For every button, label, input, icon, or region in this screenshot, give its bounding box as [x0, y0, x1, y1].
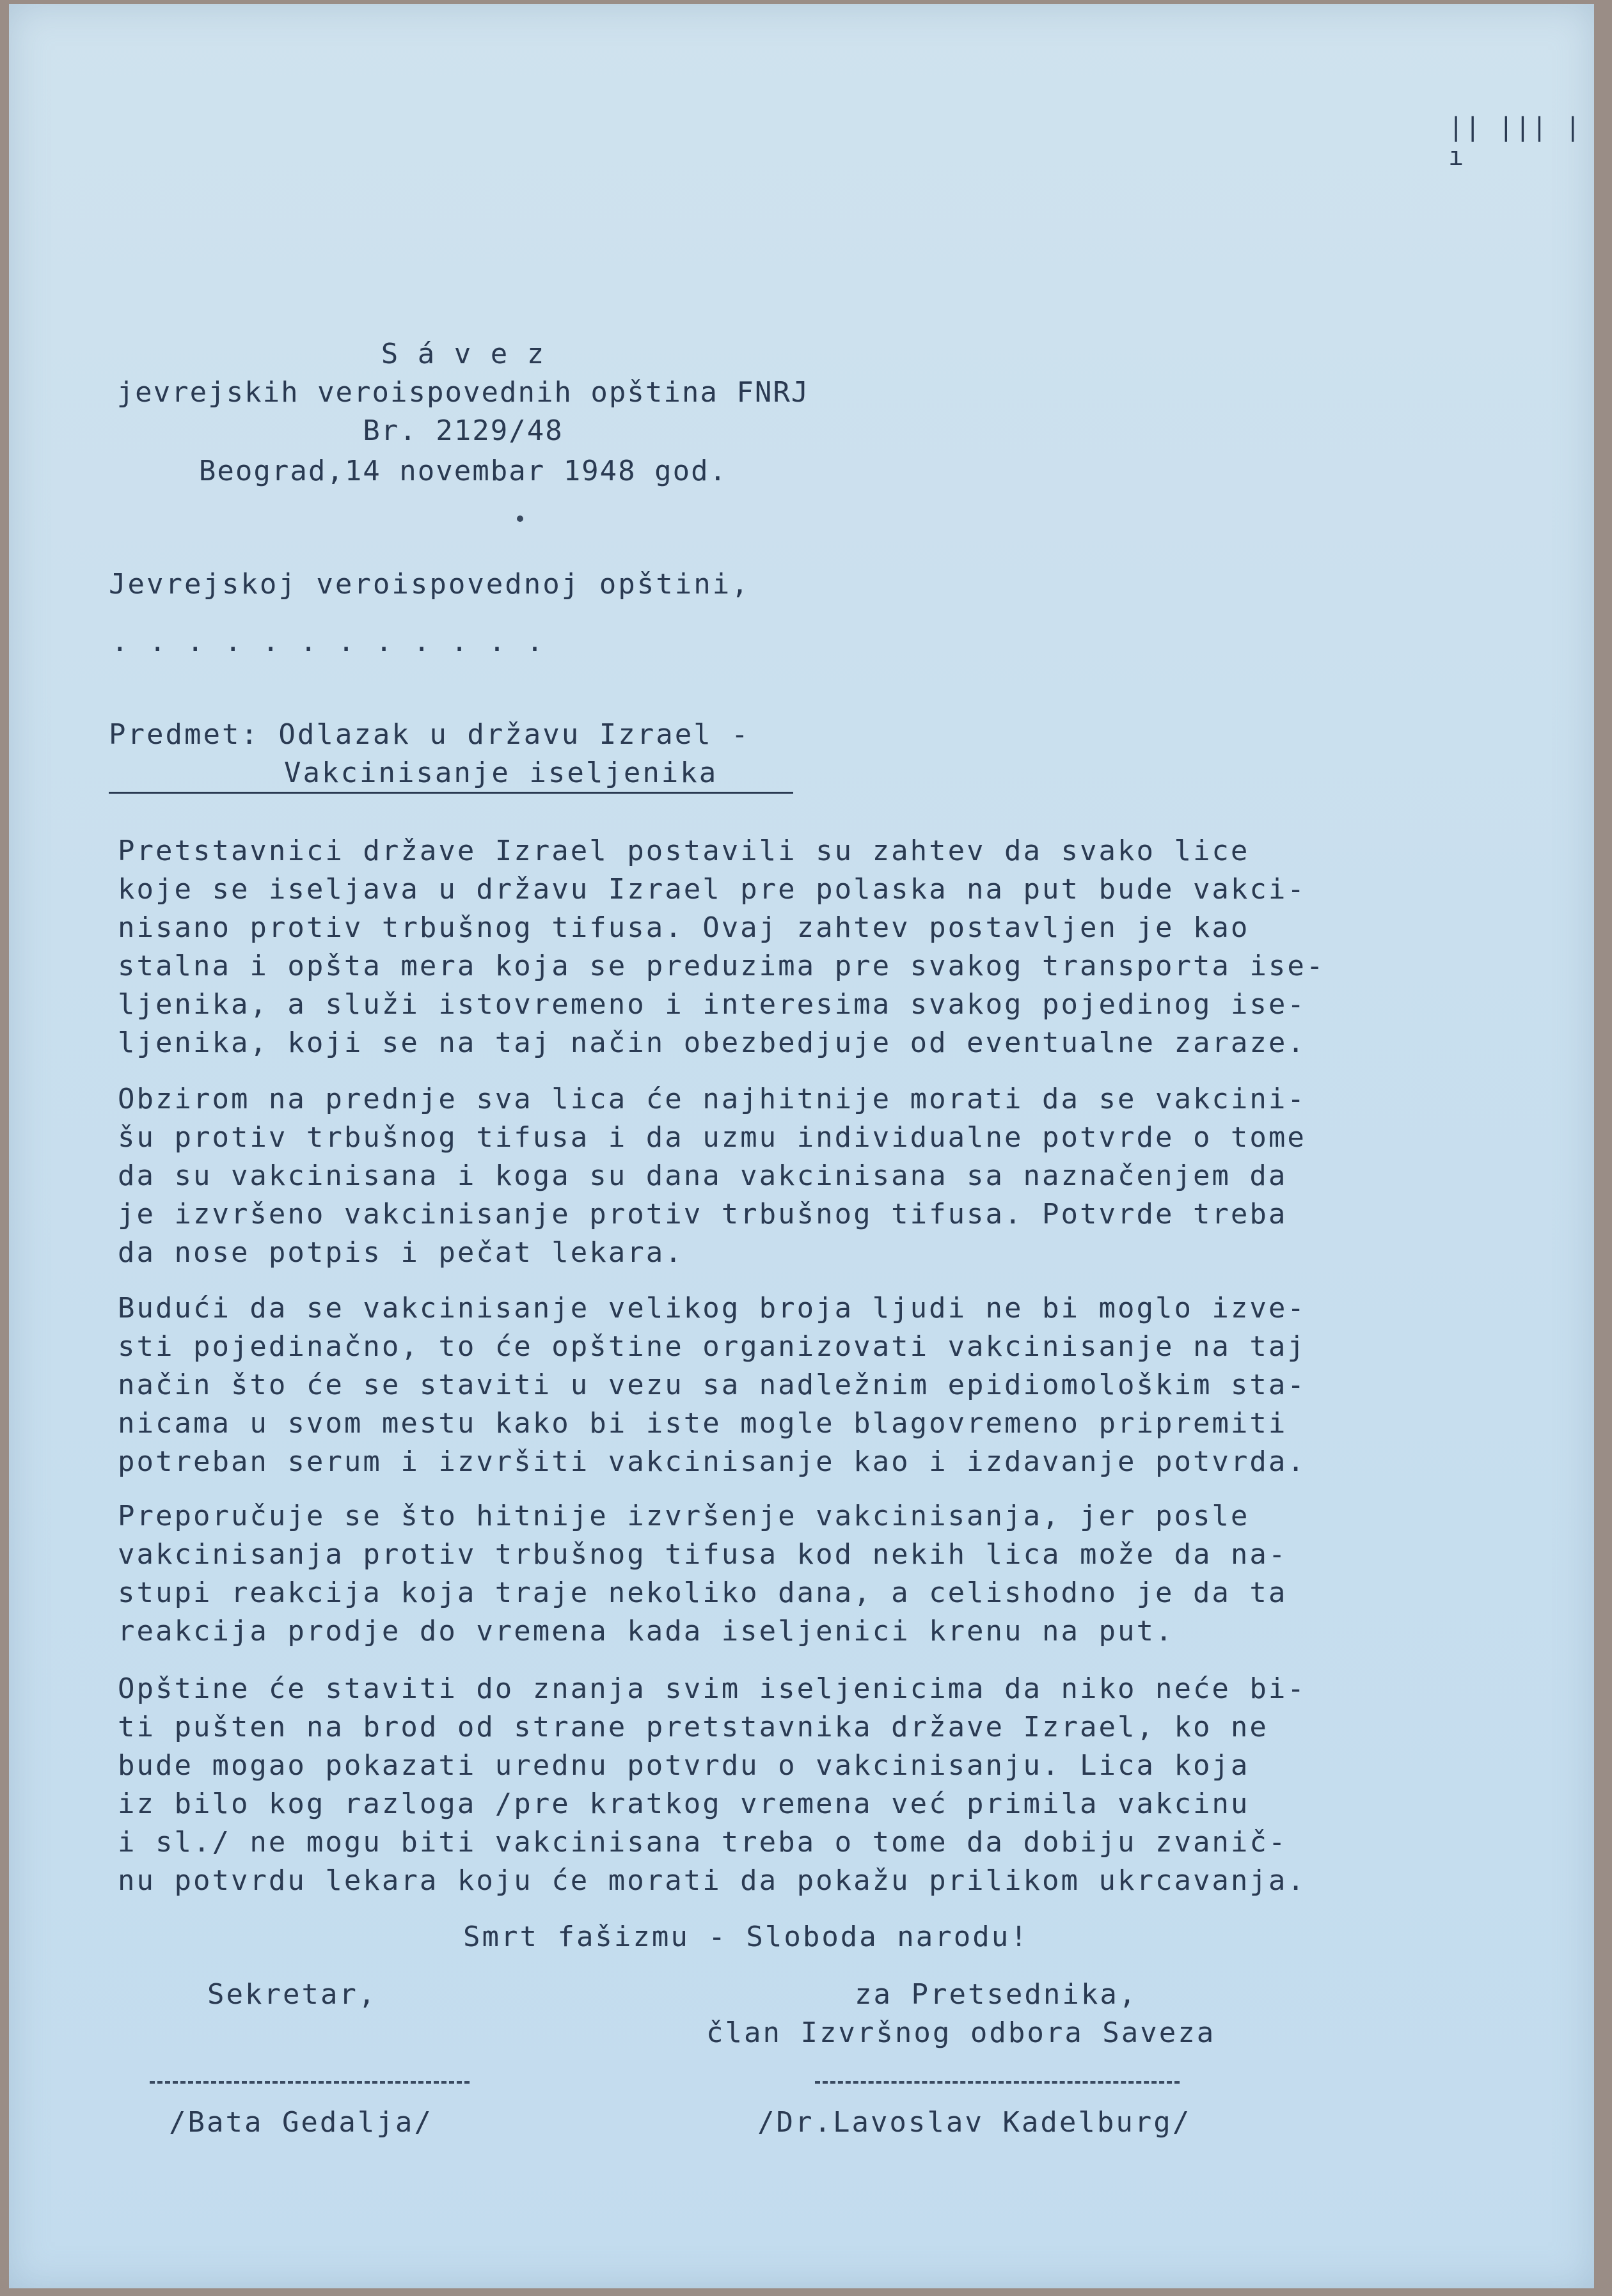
paragraph-line: nicama u svom mestu kako bi iste mogle blagovremeno pripremiti	[118, 1407, 1288, 1440]
left-signatory-title: Sekretar,	[207, 1978, 377, 2011]
subject-line-2: Vakcinisanje iseljenika	[284, 757, 718, 789]
corner-marks: || ||| |ı	[1448, 113, 1582, 171]
paragraph-3	[118, 1289, 1397, 1481]
paragraph-line: šu protiv trbušnog tifusa i da uzmu individualne potvrde o tome	[118, 1121, 1306, 1154]
paragraph-4	[118, 1497, 1397, 1651]
paragraph-line: Pretstavnici države Izrael postavili su zahtev da svako lice	[118, 835, 1250, 867]
subject-line-1: Predmet: Odlazak u državu Izrael -	[109, 718, 750, 751]
paragraph-line: bude mogao pokazati urednu potvrdu o vakcinisanju. Lica koja	[118, 1749, 1250, 1782]
closing-slogan: Smrt fašizmu - Sloboda narodu!	[463, 1921, 1029, 1953]
recipient-dots: . . . . . . . . . . . .	[111, 625, 546, 658]
paragraph-line: stalna i opšta mera koja se preduzima pre svakog transporta ise-	[118, 950, 1325, 982]
paragraph-line: stupi reakcija koja traje nekoliko dana, a celishodno je da ta	[118, 1577, 1288, 1609]
recipient-line: Jevrejskoj veroispovednoj opštini,	[109, 568, 750, 601]
paragraph-line: Obzirom na prednje sva lica će najhitnije morati da se vakcini-	[118, 1083, 1306, 1115]
paragraph-line: vakcinisanja protiv trbušnog tifusa kod nekih lica može da na-	[118, 1538, 1288, 1571]
paragraph-line: nisano protiv trbušnog tifusa. Ovaj zahtev postavljen je kao	[118, 911, 1250, 944]
right-signatory-title-1: za Pretsednika,	[855, 1978, 1138, 2011]
header-org-full: jevrejskih veroispovednih opština FNRJ	[116, 376, 810, 409]
paragraph-line: da nose potpis i pečat lekara.	[118, 1236, 684, 1269]
paragraph-line: koje se iseljava u državu Izrael pre polaska na put bude vakci-	[118, 873, 1306, 906]
paragraph-line: Budući da se vakcinisanje velikog broja ljudi ne bi moglo izve-	[118, 1292, 1306, 1325]
left-signature-line	[150, 2081, 470, 2084]
right-signature-line	[815, 2081, 1180, 2084]
header-ref-number: Br. 2129/48	[363, 414, 564, 447]
document-page	[9, 4, 1594, 2288]
paragraph-line: ljenika, koji se na taj način obezbedjuje od eventualne zaraze.	[118, 1026, 1306, 1059]
paragraph-line: način što će se staviti u vezu sa nadležnim epidiomološkim sta-	[118, 1369, 1306, 1401]
paragraph-line: potreban serum i izvršiti vakcinisanje kao i izdavanje potvrda.	[118, 1445, 1306, 1478]
paragraph-5	[118, 1670, 1397, 1900]
paragraph-line: da su vakcinisana i koga su dana vakcinisana sa naznačenjem da	[118, 1160, 1288, 1192]
paragraph-line: i sl./ ne mogu biti vakcinisana treba o tome da dobiju zvanič-	[118, 1826, 1288, 1859]
paragraph-line: ti pušten na brod od strane pretstavnika države Izrael, ko ne	[118, 1711, 1268, 1743]
paragraph-1	[118, 832, 1397, 1062]
right-signatory-title-2: član Izvršnog odbora Saveza	[706, 2017, 1216, 2049]
paragraph-line: je izvršeno vakcinisanje protiv trbušnog tifusa. Potvrde treba	[118, 1198, 1288, 1231]
paragraph-2	[118, 1080, 1397, 1272]
subject-underline	[109, 792, 793, 794]
paragraph-line: nu potvrdu lekara koju će morati da pokažu prilikom ukrcavanja.	[118, 1864, 1306, 1897]
paragraph-line: ljenika, a služi istovremeno i interesima svakog pojedinog ise-	[118, 988, 1306, 1021]
left-signatory-name: /Bata Gedalja/	[169, 2106, 433, 2139]
header-org-spaced: S á v e z	[381, 338, 546, 370]
paragraph-line: iz bilo kog razloga /pre kratkog vremena već primila vakcinu	[118, 1788, 1250, 1820]
paragraph-line: reakcija prodje do vremena kada iseljenici krenu na put.	[118, 1615, 1174, 1647]
header-place-date: Beograd,14 novembar 1948 god.	[198, 455, 728, 487]
ink-speck	[517, 515, 523, 522]
paragraph-line: Opštine će staviti do znanja svim iseljenicima da niko neće bi-	[118, 1672, 1306, 1705]
paragraph-line: sti pojedinačno, to će opštine organizovati vakcinisanje na taj	[118, 1330, 1306, 1363]
right-signatory-name: /Dr.Lavoslav Kadelburg/	[757, 2106, 1192, 2139]
paragraph-line: Preporučuje se što hitnije izvršenje vakcinisanja, jer posle	[118, 1500, 1250, 1532]
